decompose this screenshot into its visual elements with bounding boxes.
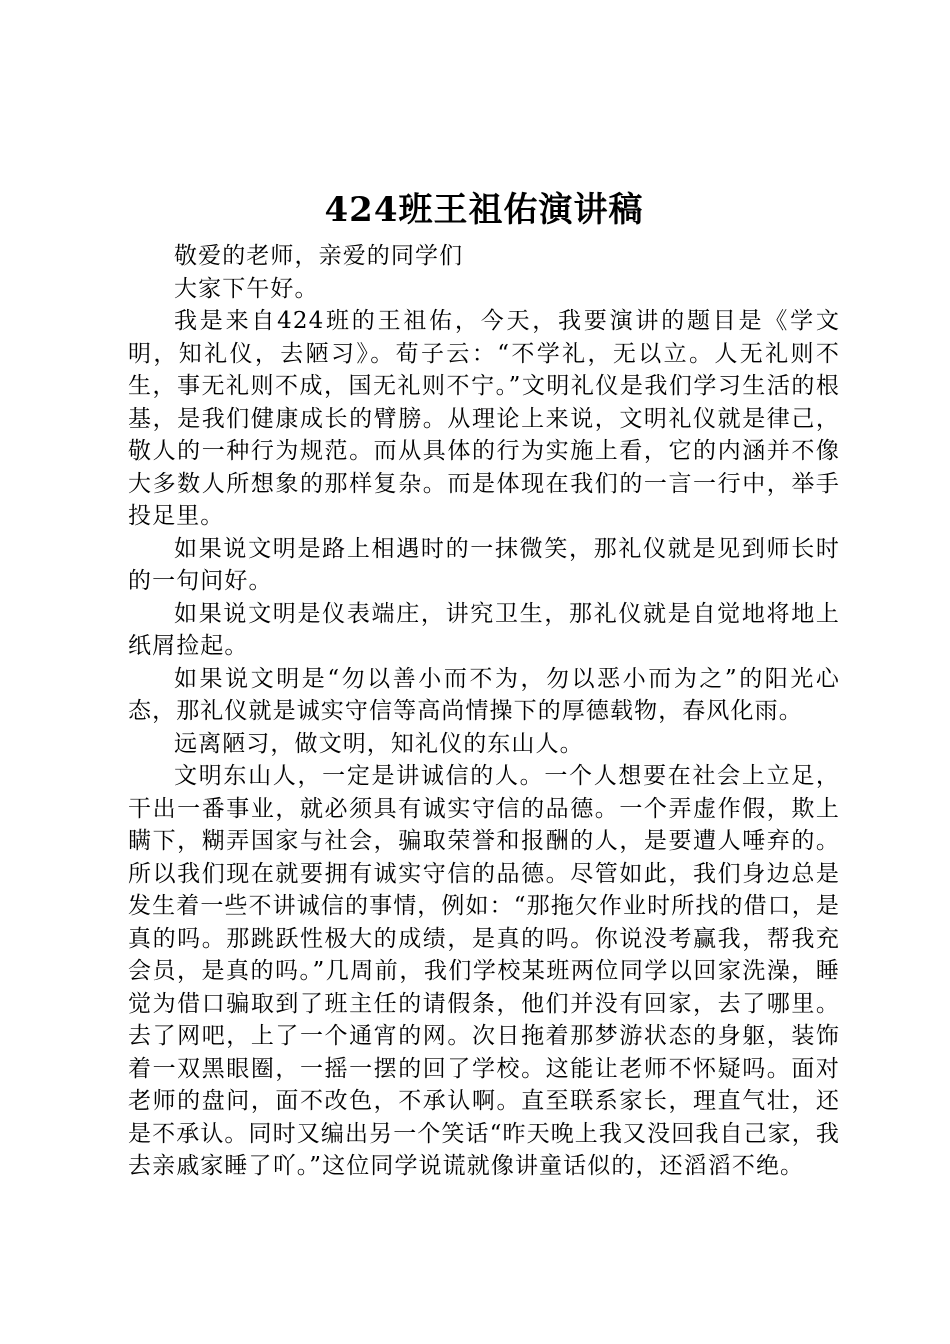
intro-paragraph: 我是来自424班的王祖佑，今天，我要演讲的题目是《学文明，知礼仪，去陋习》。荀子云：“不学礼，无以立。人无礼则不生，事无礼则不成，国无礼则不宁。”文明礼仪是我们学习生活的根基，是我们健康成长的臂膀。从理论上来说，文明礼仪就是律己，敬人的一种行为规范。而从具体的行为实施上看，它的内涵并不像大多数人所想象的那样复杂。而是体现在我们的一言一行中，举手投足里。	[128, 308, 840, 529]
document-body	[128, 240, 840, 1183]
body-paragraph: 如果说文明是路上相遇时的一抹微笑，那礼仪就是见到师长时的一句问好。	[128, 535, 840, 594]
document-title: 424班王祖佑演讲稿	[324, 190, 644, 230]
body-paragraph: 如果说文明是仪表端庄，讲究卫生，那礼仪就是自觉地将地上纸屑捡起。	[128, 600, 840, 659]
document-page	[128, 180, 840, 1183]
body-paragraph: 如果说文明是“勿以善小而不为，勿以恶小而为之”的阳光心态，那礼仪就是诚实守信等高尚情操下的厚德载物，春风化雨。	[128, 665, 840, 724]
salutation-paragraph: 大家下午好。	[174, 275, 319, 302]
greeting-paragraph: 敬爱的老师，亲爱的同学们	[174, 243, 464, 269]
body-paragraph: 远离陋习，做文明，知礼仪的东山人。	[174, 730, 584, 757]
body-paragraph: 文明东山人，一定是讲诚信的人。一个人想要在社会上立足，干出一番事业，就必须具有诚实守信的品德。一个弄虚作假，欺上瞒下，糊弄国家与社会，骗取荣誉和报酬的人，是要遭人唾弃的。所以我们现在就要拥有诚实守信的品德。尽管如此，我们身边总是发生着一些不讲诚信的事情，例如：“那拖欠作业时所找的借口，是真的吗。那跳跃性极大的成绩，是真的吗。你说没考赢我，帮我充会员，是真的吗。”几周前，我们学校某班两位同学以回家洗澡，睡觉为借口骗取到了班主任的请假条，他们并没有回家，去了哪里。去了网吧，上了一个通宵的网。次日拖着那梦游状态的身躯，装饰着一双黑眼圈，一摇一摆的回了学校。这能让老师不怀疑吗。面对老师的盘问，面不改色，不承认啊。直至联系家长，理直气壮，还是不承认。同时又编出另一个笑话“昨天晚上我又没回我自己家，我去亲戚家睡了吖。”这位同学说谎就像讲童话似的，还滔滔不绝。	[128, 763, 840, 1179]
